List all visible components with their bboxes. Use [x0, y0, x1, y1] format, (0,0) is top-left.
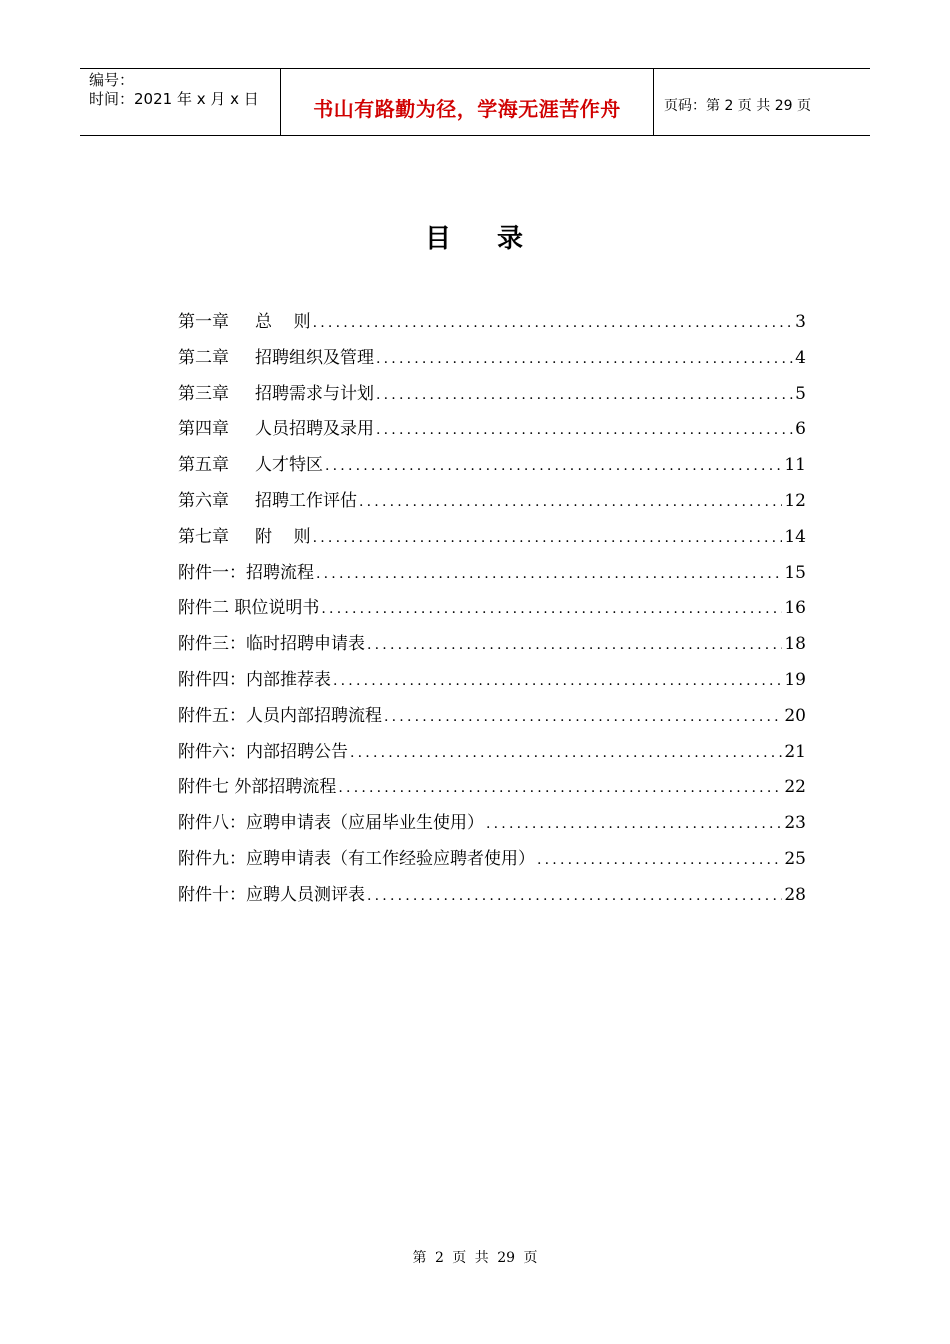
motto: 书山有路勤为径，学海无涯苦作舟: [313, 97, 621, 121]
toc-dot-leader: [486, 816, 782, 832]
toc-entry-title: 招聘需求与计划: [255, 383, 374, 404]
toc-page-number: 20: [784, 705, 806, 726]
header-meta-cell: [80, 69, 281, 135]
toc-entry[interactable]: [178, 450, 806, 486]
toc-entry-chapter: 第一章: [178, 312, 229, 332]
toc-dot-leader: [367, 637, 782, 653]
toc-page-number: 18: [784, 634, 806, 655]
toc-dot-leader: [537, 852, 782, 868]
toc-entry[interactable]: [178, 737, 806, 773]
toc-entry-chapter: 第二章: [178, 347, 229, 368]
toc-entry-chapter: 附件七 外部招聘流程: [178, 777, 337, 798]
toc-dot-leader: [313, 530, 783, 546]
toc-entry[interactable]: [178, 558, 806, 594]
toc-page-number: 19: [784, 669, 806, 690]
page-info: 页码：第 2 页 共 29 页: [664, 98, 811, 114]
toc-entry[interactable]: [178, 880, 806, 916]
toc-entry-chapter: 附件八：应聘申请表（应届毕业生使用）: [178, 813, 484, 834]
toc-entry[interactable]: [178, 486, 806, 522]
toc-entry-label: [178, 307, 311, 332]
toc-dot-leader: [325, 458, 782, 474]
toc-entry-title: 招聘工作评估: [255, 490, 357, 511]
toc-entry-label: [178, 808, 484, 833]
toc-entry-chapter: 附件二 职位说明书: [178, 598, 320, 619]
toc-dot-leader: [350, 745, 782, 761]
toc-entry-title: 人才特区: [255, 455, 323, 476]
toc-page-number: 4: [795, 347, 806, 368]
toc-dot-leader: [376, 351, 793, 367]
toc-entry[interactable]: [178, 629, 806, 665]
toc-dot-leader: [338, 780, 782, 796]
toc-entry-label: [178, 593, 319, 618]
toc-entry-label: [178, 772, 336, 797]
toc-entry[interactable]: [178, 772, 806, 808]
toc-entry-chapter: 附件三：临时招聘申请表: [178, 634, 365, 655]
toc-entry[interactable]: [178, 522, 806, 558]
toc-page-number: 11: [784, 455, 806, 476]
toc-entry-title: 总 则: [255, 312, 311, 332]
toc-dot-leader: [333, 673, 782, 689]
toc-entry[interactable]: [178, 808, 806, 844]
toc-entry-chapter: 附件一：招聘流程: [178, 562, 314, 583]
toc-entry[interactable]: [178, 844, 806, 880]
title-char-2: 录: [497, 224, 526, 254]
toc-page-number: 21: [784, 741, 806, 762]
toc-page-number: 23: [784, 813, 806, 834]
toc-entry[interactable]: [178, 307, 806, 343]
toc-entry-label: [178, 450, 323, 475]
toc-entry-label: [178, 629, 365, 654]
title-char-1: 目: [424, 224, 453, 254]
toc-entry[interactable]: [178, 343, 806, 379]
toc-entry-label: [178, 379, 374, 404]
date-label: 时间：2021 年 x 月 x 日: [89, 90, 259, 108]
page-footer: 第 2 页 共 29 页: [412, 1250, 538, 1266]
toc-entry-chapter: 附件九：应聘申请表（有工作经验应聘者使用）: [178, 848, 535, 869]
toc-entry-chapter: 第三章: [178, 383, 229, 404]
page-title: [0, 218, 950, 255]
toc-entry[interactable]: [178, 593, 806, 629]
toc-entry-label: [178, 486, 357, 511]
toc-entry-label: [178, 701, 382, 726]
toc-page-number: 22: [784, 777, 806, 798]
toc-entry-title: 附 则: [255, 526, 311, 547]
toc-entry-label: [178, 665, 331, 690]
toc-entry-chapter: 第六章: [178, 490, 229, 511]
toc-dot-leader: [376, 422, 793, 438]
toc-entry-chapter: 附件六：内部招聘公告: [178, 741, 348, 762]
toc-entry-label: [178, 737, 348, 762]
toc-entry-chapter: 第五章: [178, 455, 229, 476]
toc-entry-label: [178, 414, 374, 439]
toc-entry-label: [178, 343, 374, 368]
toc-entry-title: 人员招聘及录用: [255, 419, 374, 440]
header-motto-cell: [281, 69, 654, 135]
toc-entry-chapter: 附件四：内部推荐表: [178, 669, 331, 690]
toc-page-number: 16: [784, 598, 806, 619]
toc-page-number: 15: [784, 562, 806, 583]
toc-page-number: 6: [795, 419, 806, 440]
toc-dot-leader: [321, 601, 782, 617]
toc-page-number: 28: [784, 884, 806, 905]
toc-dot-leader: [384, 709, 782, 725]
toc-entry-chapter: 第七章: [178, 526, 229, 547]
toc-entry-label: [178, 558, 314, 583]
toc-page-number: 14: [784, 526, 806, 547]
toc-entry[interactable]: [178, 414, 806, 450]
toc-entry-label: [178, 844, 535, 869]
header-table: [80, 68, 870, 136]
toc-entry[interactable]: [178, 665, 806, 701]
toc-entry[interactable]: [178, 701, 806, 737]
toc-page-number: 12: [784, 490, 806, 511]
toc-entry-chapter: 附件十：应聘人员测评表: [178, 884, 365, 905]
toc-dot-leader: [376, 387, 793, 403]
toc-entry-title: 招聘组织及管理: [255, 347, 374, 368]
toc-entry-label: [178, 522, 311, 547]
toc-entry[interactable]: [178, 379, 806, 415]
toc-entry-label: [178, 880, 365, 905]
toc-entry-chapter: 第四章: [178, 419, 229, 440]
toc-dot-leader: [316, 566, 782, 582]
toc-dot-leader: [367, 888, 782, 904]
toc-page-number: 5: [795, 383, 806, 404]
toc-dot-leader: [313, 315, 794, 331]
toc-dot-leader: [359, 494, 782, 510]
toc-page-number: 3: [795, 312, 806, 332]
table-of-contents: [178, 307, 806, 916]
toc-entry-chapter: 附件五：人员内部招聘流程: [178, 705, 382, 726]
header-page-cell: [654, 69, 870, 135]
code-label: 编号：: [89, 71, 135, 89]
toc-page-number: 25: [784, 848, 806, 869]
